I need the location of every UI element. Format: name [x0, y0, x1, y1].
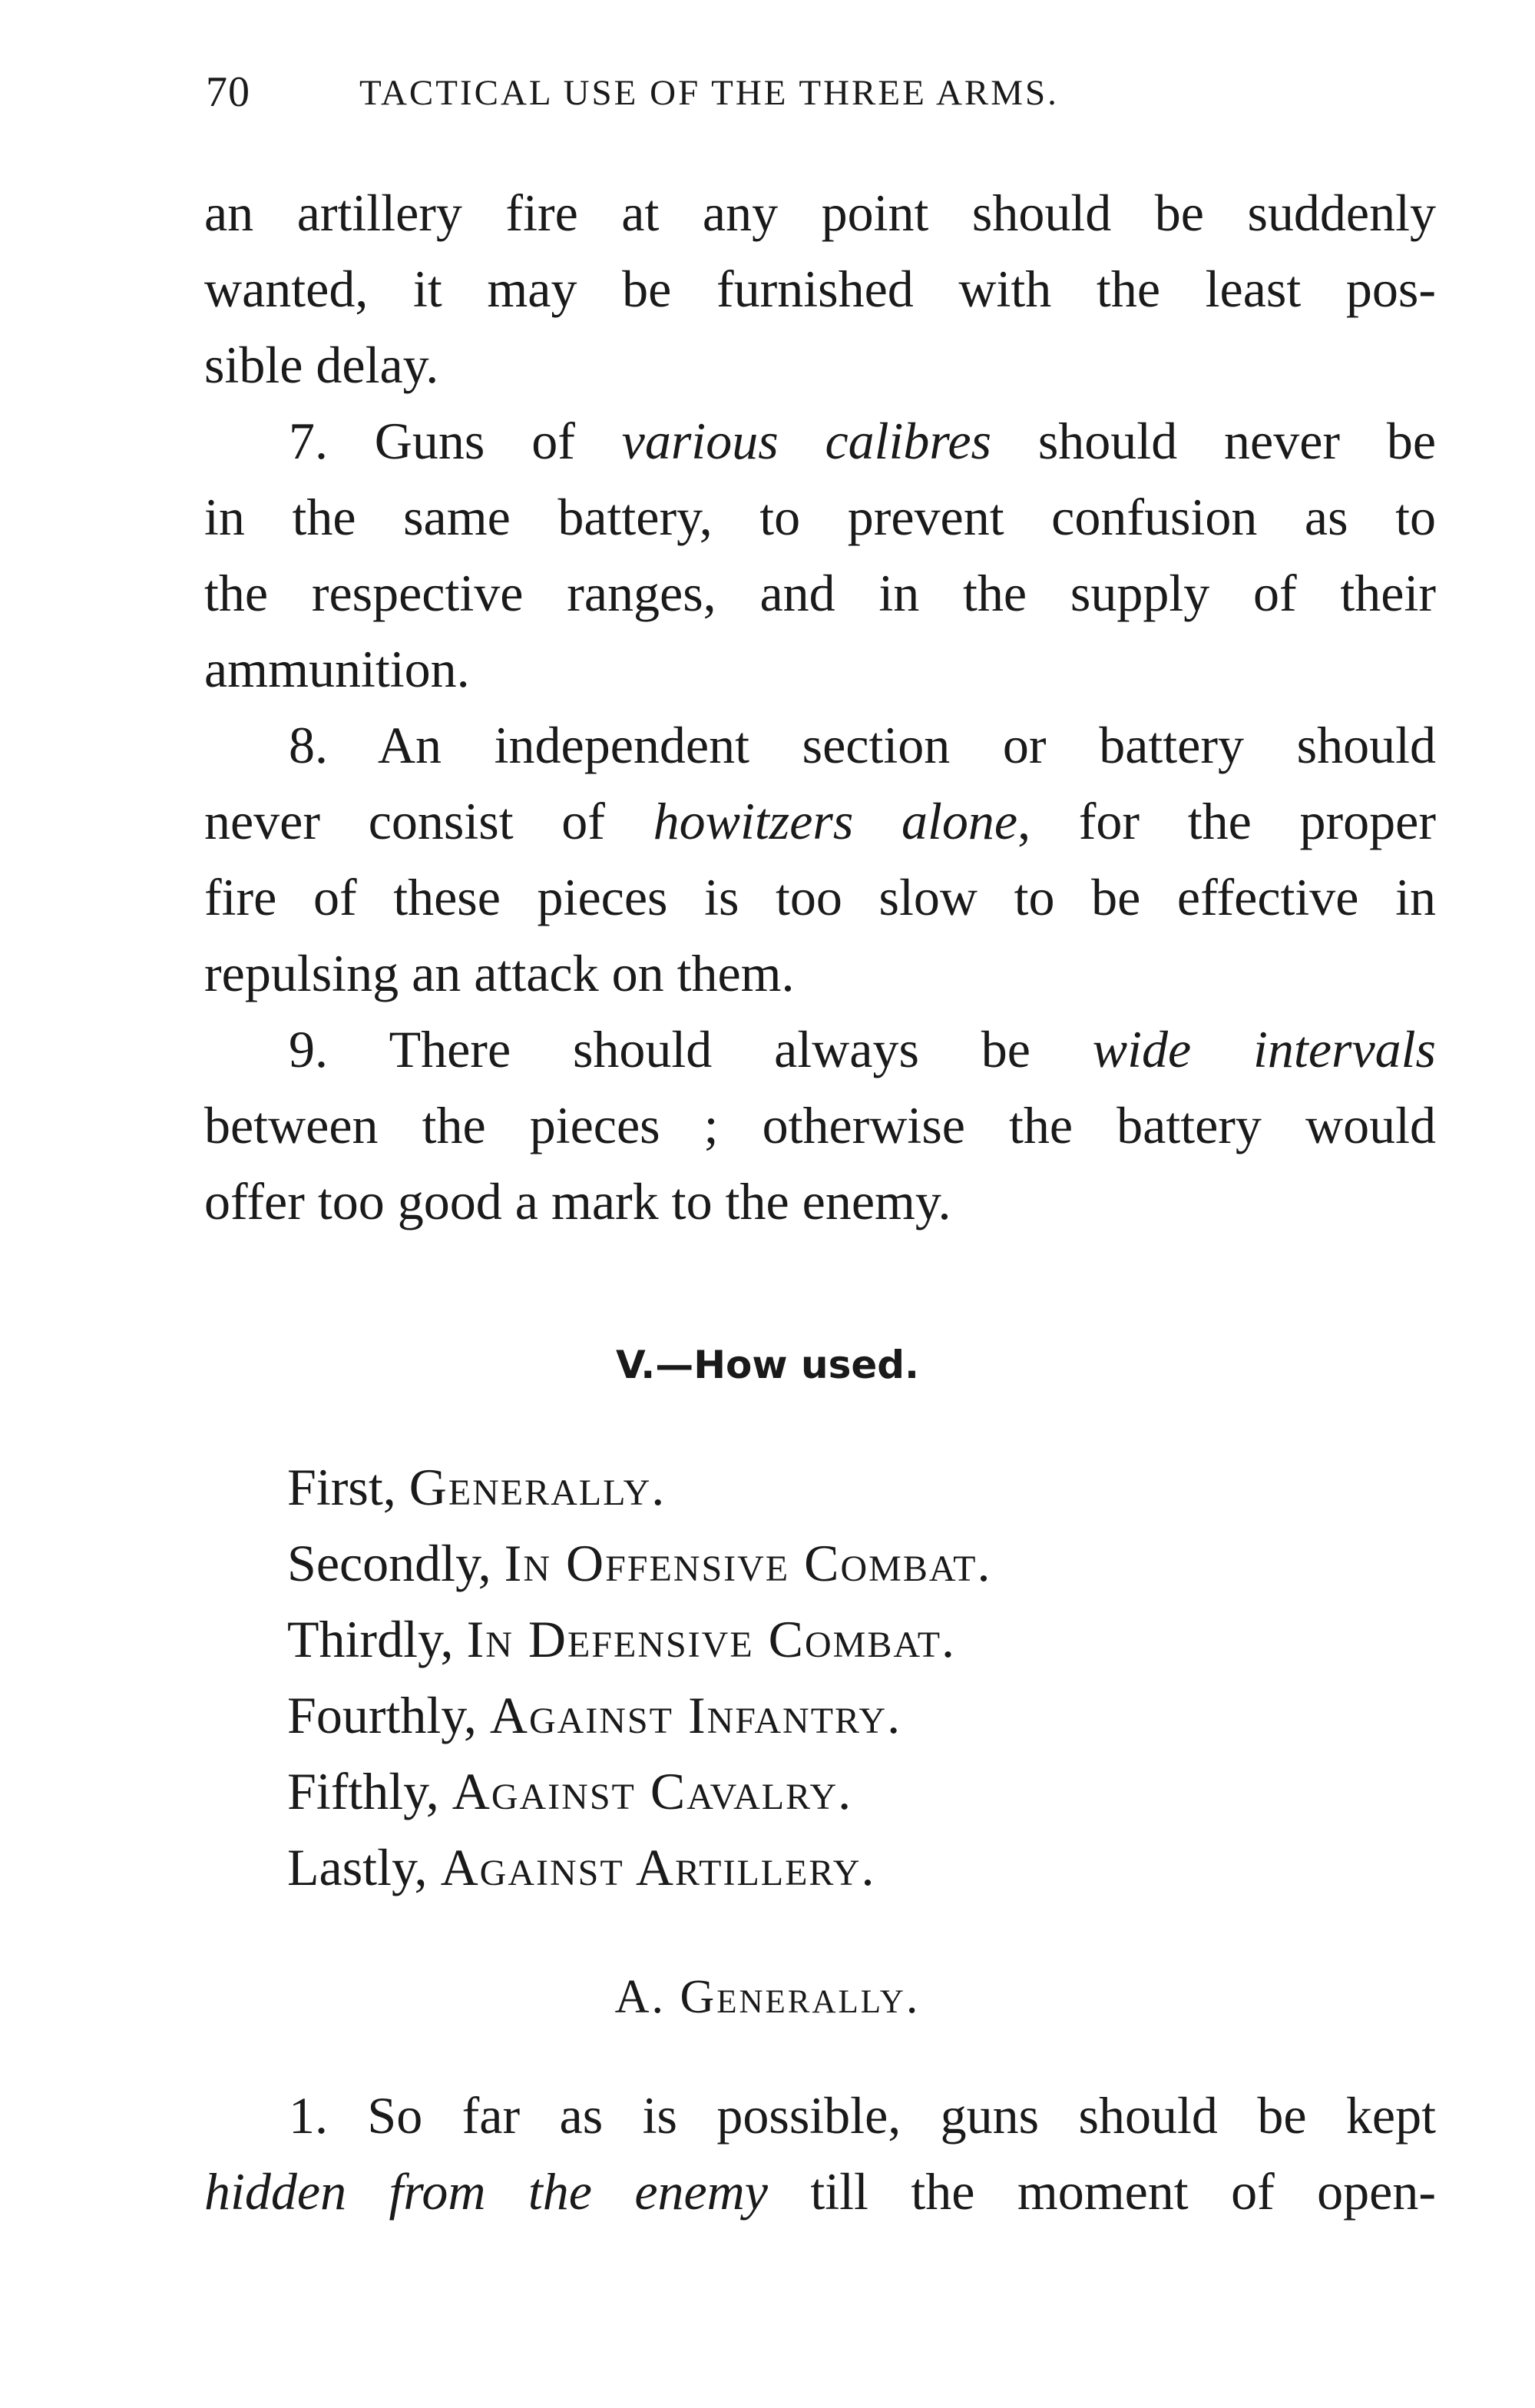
- list-item: [287, 1678, 992, 1754]
- list-item: [287, 1601, 992, 1678]
- list-label: In Offensive Combat.: [504, 1534, 992, 1592]
- emphasis-text: howitzers alone: [653, 792, 1018, 850]
- text-line: repulsing an attack on them.: [204, 944, 795, 1002]
- text-run: , for the proper: [1017, 792, 1436, 850]
- list-item: [287, 1449, 992, 1525]
- list-ordinal: First,: [287, 1458, 409, 1516]
- text-line: between the pieces ; otherwise the battery would: [204, 1096, 1436, 1154]
- text-run: till the moment of open-: [767, 2162, 1436, 2221]
- list-label: Generally.: [409, 1458, 667, 1516]
- list-item: [287, 1525, 992, 1601]
- emphasis-text: various calibres: [621, 412, 992, 470]
- list-label: In Defensive Combat.: [466, 1610, 957, 1668]
- text-run: should never be: [991, 412, 1437, 470]
- subsection-heading: A. Generally.: [614, 1971, 921, 2023]
- text-line: [204, 2154, 1436, 2230]
- list-ordinal: Thirdly,: [287, 1610, 467, 1668]
- intro-paragraph: [204, 175, 1436, 403]
- emphasis-text: wide intervals: [1092, 1020, 1436, 1078]
- list-ordinal: Fifthly,: [287, 1762, 452, 1820]
- list-label: Against Cavalry.: [452, 1762, 853, 1820]
- text-line: fire of these pieces is too slow to be effective in: [204, 868, 1436, 926]
- text-line: sible delay.: [204, 336, 439, 394]
- text-line: in the same battery, to prevent confusion as to: [204, 488, 1436, 546]
- list-item: [287, 1754, 992, 1830]
- paragraph-item-7: [204, 403, 1436, 707]
- list-ordinal: Secondly,: [287, 1534, 504, 1592]
- page-number: 70: [206, 68, 250, 116]
- list-label: Against Artillery.: [440, 1838, 876, 1896]
- emphasis-text: hidden from the enemy: [204, 2162, 768, 2221]
- text-line: wanted, it may be furnished with the least pos-: [204, 260, 1436, 318]
- list-item: [287, 1830, 992, 1906]
- text-run: never consist of: [204, 792, 653, 850]
- text-line: ammunition.: [204, 640, 470, 698]
- text-line: 8. An independent section or battery should: [289, 716, 1436, 774]
- text-line: 1. So far as is possible, guns should be kept: [289, 2086, 1436, 2145]
- text-line: the respective ranges, and in the supply of their: [204, 564, 1436, 622]
- running-title: TACTICAL USE OF THE THREE ARMS.: [359, 73, 1059, 113]
- page-header: [206, 68, 1450, 129]
- list-ordinal: Fourthly,: [287, 1686, 490, 1744]
- outline-list: [287, 1449, 992, 1906]
- section-heading: V.—How used.: [615, 1343, 920, 1387]
- text-line: [204, 783, 1436, 860]
- paragraph-item-1: [204, 2078, 1436, 2230]
- text-line: [204, 403, 1436, 479]
- text-run: 9. There should always be: [289, 1020, 1093, 1078]
- text-run: 7. Guns of: [289, 412, 622, 470]
- text-line: offer too good a mark to the enemy.: [204, 1172, 951, 1230]
- text-line: an artillery fire at any point should be suddenly: [204, 184, 1436, 242]
- paragraph-item-8: [204, 707, 1436, 1012]
- paragraph-item-9: [204, 1012, 1436, 1240]
- list-ordinal: Lastly,: [287, 1838, 441, 1896]
- text-line: [204, 1012, 1436, 1088]
- list-label: Against Infantry.: [489, 1686, 902, 1744]
